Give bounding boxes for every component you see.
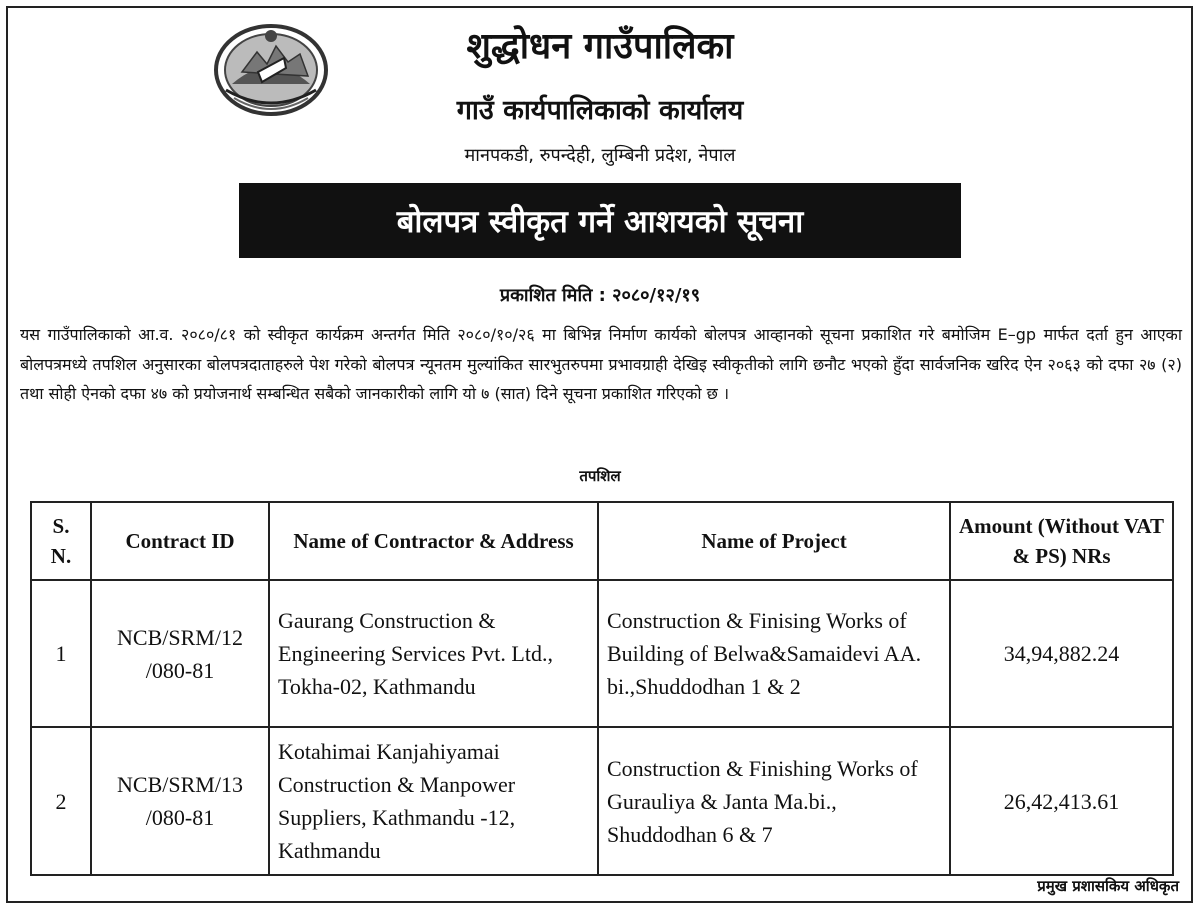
header-sn: S. N. <box>31 502 91 580</box>
municipality-name: शुद्धोधन गाउँपालिका <box>466 26 734 67</box>
signatory-title: प्रमुख प्रशासकिय अधिकृत <box>1037 877 1179 895</box>
table-caption: तपशिल <box>579 467 621 485</box>
table-header-row <box>31 502 1173 580</box>
notice-title-banner <box>239 183 961 258</box>
header-contract-id: Contract ID <box>91 502 269 580</box>
contracts-table <box>30 501 1174 876</box>
cell-sn: 1 <box>31 580 91 727</box>
table-row <box>31 580 1173 727</box>
cell-amount: 26,42,413.61 <box>950 727 1173 875</box>
cell-project: Construction & Finising Works of Building of Belwa&Samaidevi AA. bi.,Shuddodhan 1 & 2 <box>598 580 950 727</box>
cell-contract-id: NCB/SRM/12 /080-81 <box>91 580 269 727</box>
nepal-government-emblem-icon <box>212 20 330 120</box>
cell-contractor: Kotahimai Kanjahiyamai Construction & Manpower Suppliers, Kathmandu -12, Kathmandu <box>269 727 598 875</box>
cell-project: Construction & Finishing Works of Gurauliya & Janta Ma.bi., Shuddodhan 6 & 7 <box>598 727 950 875</box>
table-row <box>31 727 1173 875</box>
office-name: गाउँ कार्यपालिकाको कार्यालय <box>456 95 744 126</box>
notice-title: बोलपत्र स्वीकृत गर्ने आशयको सूचना <box>396 203 804 240</box>
cell-contract-id: NCB/SRM/13 /080-81 <box>91 727 269 875</box>
cell-contractor: Gaurang Construction & Engineering Services Pvt. Ltd., Tokha-02, Kathmandu <box>269 580 598 727</box>
notice-body: यस गाउँपालिकाको आ.व. २०८०/८१ को स्वीकृत कार्यक्रम अन्तर्गत मिति २०८०/१०/२६ मा बिभिन्न निर्माण कार्यको बोलपत्र आव्हानको सूचना प्रकाशित गरे बमोजिम E–gp मार्फत दर्ता हुन आएका बोलपत्रमध्ये तपशिल अनुसारका बोलपत्रदाताहरुले पेश गरेको बोलपत्र न्यूनतम मुल्यांकित सारभुतरुपमा प्रभावग्राही देखिइ स्वीकृतीको लागि छनौट भएको हुँदा सार्वजनिक खरिद ऐन २०६३ को दफा २७ (२) तथा सोही ऐनको दफा ४७ को प्रयोजनार्थ सम्बन्धित सबैको जानकारीको लागि यो ७ (सात) दिने सूचना प्रकाशित गरिएको छ । <box>20 325 1182 403</box>
header-project: Name of Project <box>598 502 950 580</box>
cell-sn: 2 <box>31 727 91 875</box>
published-date: प्रकाशित मिति : २०८०/१२/१९ <box>499 285 701 306</box>
header-contractor: Name of Contractor & Address <box>269 502 598 580</box>
header-amount: Amount (Without VAT & PS) NRs <box>950 502 1173 580</box>
cell-amount: 34,94,882.24 <box>950 580 1173 727</box>
office-address: मानपकडी, रुपन्देही, लुम्बिनी प्रदेश, नेपाल <box>464 145 736 166</box>
